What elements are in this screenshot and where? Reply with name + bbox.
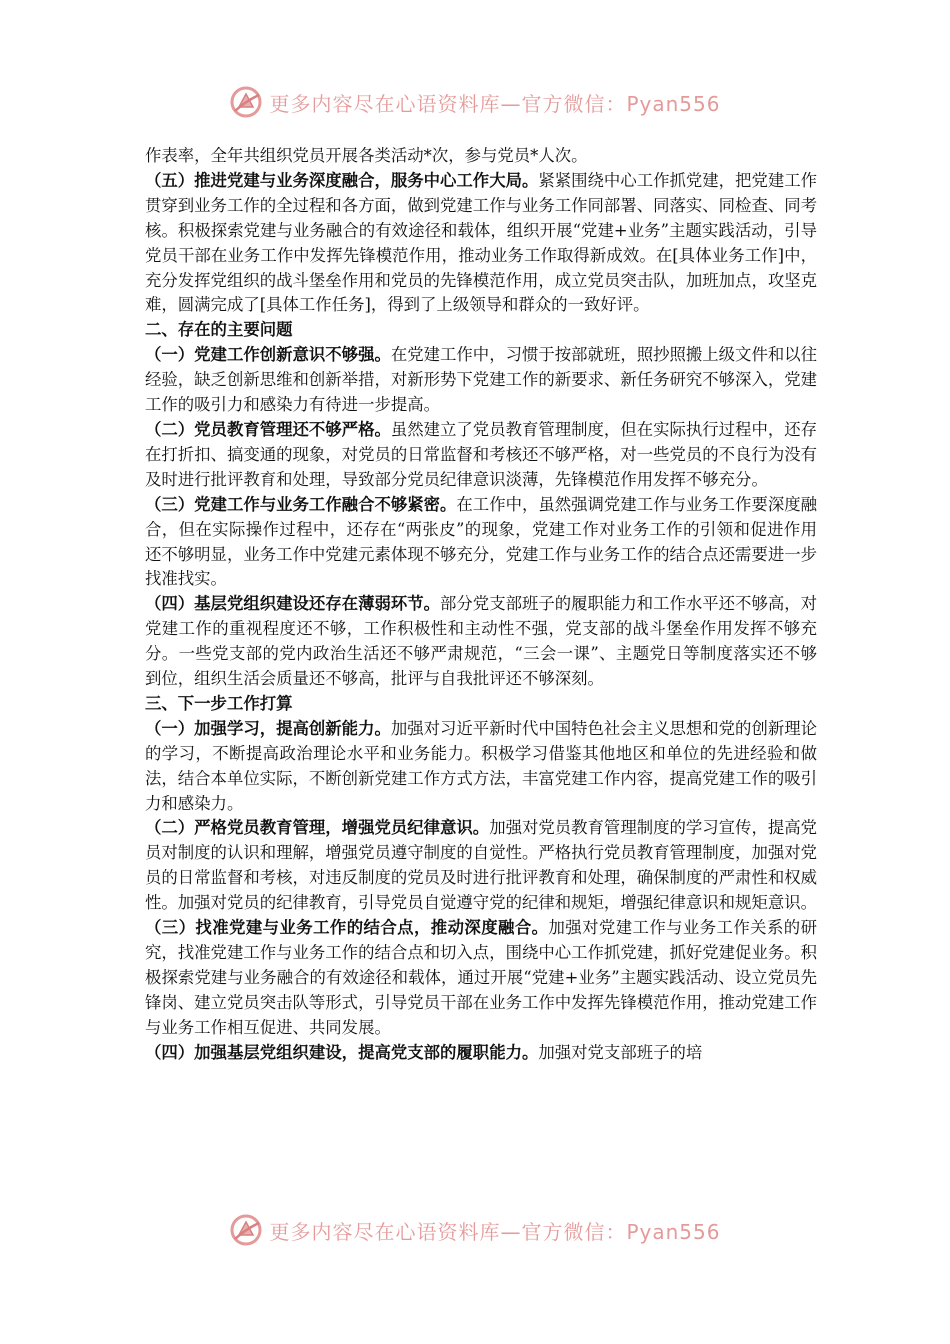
paragraph-text: 加强对习近平新时代中国特色社会主义思想和党的创新理论的学习，不断提高政治理论水平和业务能力。积极学习借鉴其他地区和单位的先进经验和做法，结合本单位实际，不断创新党建工作方式方法，丰富党建工作内容，提高党建工作的吸引力和感染力。 [145,718,818,813]
paragraph-6 [145,592,817,692]
paragraph-text: 加强对党员教育管理制度的学习宣传，提高党员对制度的认识和理解，增强党员遵守制度的自觉性。严格执行党员教育管理制度，加强对党员的日常监督和考核，对违反制度的党员及时进行批评教育和处理，确保制度的严肃性和权威性。加强对党员的纪律教育，引导党员自觉遵守党的纪律和规矩，增强纪律意识和规矩意识。 [145,818,818,913]
paragraph-11 [145,1041,817,1066]
paragraph-10 [145,916,817,1041]
paragraph-lead: （一）党建工作创新意识不够强。 [145,345,391,365]
paragraph-lead: （一）加强学习，提高创新能力。 [145,718,391,738]
logo-icon [229,85,263,119]
section-heading-3: 三、下一步工作打算 [145,693,293,713]
paragraph-1 [145,169,817,318]
banner-text: 更多内容尽在心语资料库—官方微信：Pyan556 [269,91,721,116]
header-watermark-banner [0,82,950,122]
paragraph-text: 加强对党支部班子的培 [538,1042,703,1062]
paragraph-text: 虽然建立了党员教育管理制度，但在实际执行过程中，还存在打折扣、搞变通的现象，对党员的日常监督和考核还不够严格，对一些党员的不良行为没有及时进行批评教育和处理，导致部分党员纪律意识淡薄，先锋模范作用发挥不够充分。 [145,419,818,489]
section-heading-2: 二、存在的主要问题 [145,320,293,340]
paragraph-text: 在工作中，虽然强调党建工作与业务工作要深度融合，但在实际操作过程中，还存在“两张皮”的现象，党建工作对业务工作的引领和促进作用还不够明显，业务工作中党建元素体现不够充分，党建工作与业务工作的结合点还需要进一步找准找实。 [145,494,818,589]
paragraph-lead: （四）基层党组织建设还存在薄弱环节。 [145,594,441,614]
paragraph-4 [145,418,817,493]
paragraph-lead: （五）推进党建与业务深度融合，服务中心工作大局。 [145,170,539,190]
paragraph-text: 在党建工作中，习惯于按部就班，照抄照搬上级文件和以往经验，缺乏创新思维和创新举措，对新形势下党建工作的新要求、新任务研究不够深入，党建工作的吸引力和感染力有待进一步提高。 [145,345,818,415]
banner-text: 更多内容尽在心语资料库—官方微信：Pyan556 [269,1219,721,1244]
document-body [145,144,817,1066]
paragraph-3 [145,343,817,418]
paragraph-0 [145,144,817,169]
paragraph-text: 紧紧围绕中心工作抓党建，把党建工作贯穿到业务工作的全过程和各方面，做到党建工作与业务工作同部署、同落实、同检查、同考核。积极探索党建与业务融合的有效途径和载体，组织开展“党建+业务”主题实践活动，引导党员干部在业务工作中发挥先锋模范作用，推动业务工作取得新成效。在[具体业务工作]中，充分发挥党组织的战斗堡垒作用和党员的先锋模范作用，成立党员突击队，加班加点，攻坚克难，圆满完成了[具体工作任务]，得到了上级领导和群众的一致好评。 [145,170,818,315]
paragraph-lead: （二）严格党员教育管理，增强党员纪律意识。 [145,818,490,838]
paragraph-lead: （三）找准党建与业务工作的结合点，推动深度融合。 [145,918,549,938]
footer-watermark-banner [0,1210,950,1250]
paragraph-9 [145,816,817,916]
paragraph-lead: （三）党建工作与业务工作融合不够紧密。 [145,494,457,514]
paragraph-lead: （二）党员教育管理还不够严格。 [145,419,391,439]
paragraph-5 [145,493,817,593]
paragraph-8 [145,717,817,817]
paragraph-text: 部分党支部班子的履职能力和工作水平还不够高，对党建工作的重视程度还不够，工作积极性和主动性不强，党支部的战斗堡垒作用发挥不够充分。一些党支部的党内政治生活还不够严肃规范，“三会一课”、主题党日等制度落实还不够到位，组织生活会质量还不够高，批评与自我批评还不够深刻。 [145,594,818,689]
paragraph-lead: （四）加强基层党组织建设，提高党支部的履职能力。 [145,1042,539,1062]
paragraph-text: 作表率，全年共组织党员开展各类活动*次，参与党员*人次。 [145,146,588,165]
paragraph-text: 加强对党建工作与业务工作关系的研究，找准党建工作与业务工作的结合点和切入点，围绕中心工作抓党建，抓好党建促业务。积极探索党建与业务融合的有效途径和载体，通过开展“党建+业务”主题实践活动、设立党员先锋岗、建立党员突击队等形式，引导党员干部在业务工作中发挥先锋模范作用，推动党建工作与业务工作相互促进、共同发展。 [145,918,818,1037]
logo-icon [229,1213,263,1247]
